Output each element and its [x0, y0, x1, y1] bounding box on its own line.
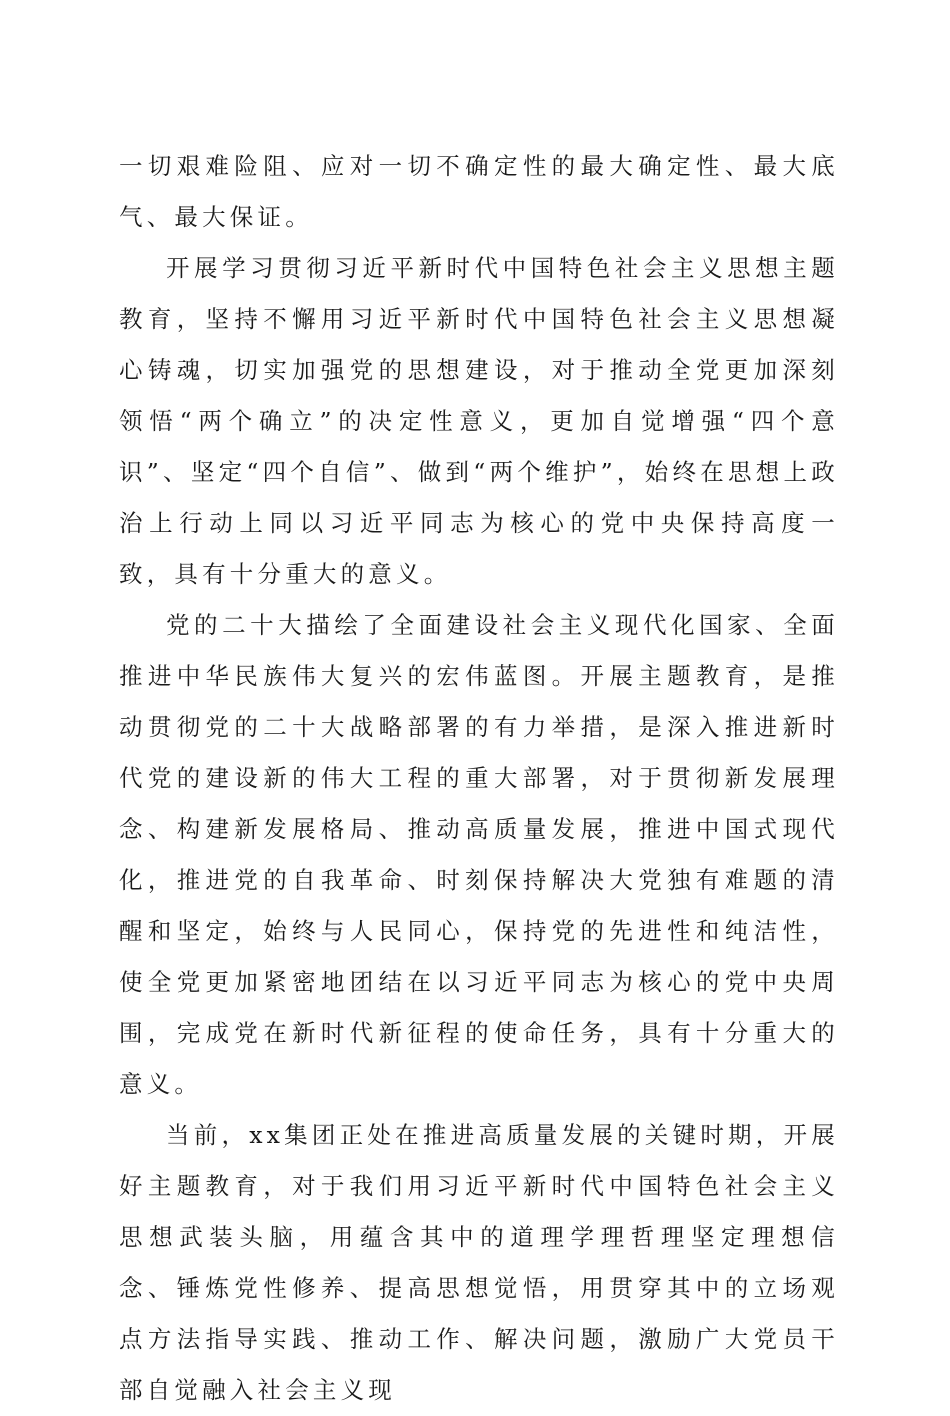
paragraph-theme-education: 开展学习贯彻习近平新时代中国特色社会主义思想主题教育，坚持不懈用习近平新时代中国特色社会主义思想凝心铸魂，切实加强党的思想建设，对于推动全党更加深刻领悟“两个确立”的决定性意义，更加自觉增强“四个意识”、坚定“四个自信”、做到“两个维护”，始终在思想上政治上行动上同以习近平同志为核心的党中央保持高度一致，具有十分重大的意义。 [119, 254, 839, 588]
paragraph-continuation: 一切艰难险阻、应对一切不确定性的最大确定性、最大底气、最大保证。 [119, 152, 839, 231]
paragraph-twentieth-congress: 党的二十大描绘了全面建设社会主义现代化国家、全面推进中华民族伟大复兴的宏伟蓝图。开展主题教育，是推动贯彻党的二十大战略部署的有力举措，是深入推进新时代党的建设新的伟大工程的重大部署，对于贯彻新发展理念、构建新发展格局、推动高质量发展，推进中国式现代化，推进党的自我革命、时刻保持解决大党独有难题的清醒和坚定，始终与人民同心，保持党的先进性和纯洁性，使全党更加紧密地团结在以习近平同志为核心的党中央周围，完成党在新时代新征程的使命任务，具有十分重大的意义。 [119, 611, 839, 1098]
paragraph-group-current: 当前，xx集团正处在推进高质量发展的关键时期，开展好主题教育，对于我们用习近平新时代中国特色社会主义思想武装头脑，用蕴含其中的道理学理哲理坚定理想信念、锤炼党性修养、提高思想觉悟，用贯穿其中的立场观点方法指导实践、推动工作、解决问题，激励广大党员干部自觉融入社会主义现 [119, 1121, 839, 1404]
document-body [119, 141, 839, 1416]
